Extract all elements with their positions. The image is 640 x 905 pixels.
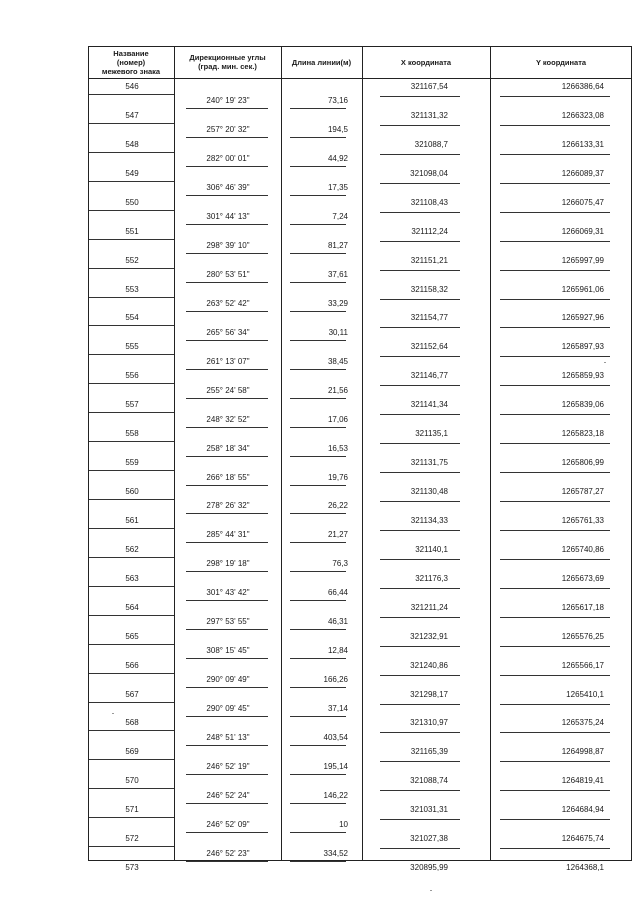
y-underline (500, 790, 610, 791)
x-coordinate: 321151,21 (410, 255, 448, 265)
point-name: 549 (125, 168, 139, 178)
angle-underline (186, 166, 268, 167)
angle-underline (186, 745, 268, 746)
y-underline (500, 617, 610, 618)
y-coordinate: 1265617,18 (561, 602, 604, 612)
row-rule (89, 644, 174, 645)
y-coordinate: 1265576,25 (561, 631, 604, 641)
x-coordinate: 321088,7 (414, 139, 448, 149)
x-coordinate: 321310,97 (410, 718, 448, 728)
direction-angle: 290° 09' 49" (206, 675, 250, 685)
line-length: 26,22 (327, 501, 348, 511)
x-underline (380, 848, 460, 849)
line-length: 30,11 (328, 327, 348, 337)
y-coordinate: 1264819,41 (561, 776, 604, 786)
point-name: 553 (125, 284, 139, 294)
header-x: X координата (400, 57, 452, 67)
point-name: 552 (125, 255, 139, 265)
x-coordinate: 321152,64 (410, 342, 448, 352)
header-name-line: межевого знака (101, 66, 161, 76)
row-rule (89, 94, 174, 95)
y-underline (500, 212, 610, 213)
row-rule (89, 846, 174, 847)
direction-angle: 263° 52' 42" (206, 298, 250, 308)
header-y: Y координата (535, 57, 587, 67)
y-coordinate: 1265673,69 (561, 573, 604, 583)
x-coordinate: 321298,17 (410, 689, 448, 699)
header-length: Длина линии(м) (291, 57, 352, 67)
point-name: 564 (125, 602, 139, 612)
line-length: 76,3 (332, 559, 348, 569)
direction-angle: 308° 15' 45" (206, 646, 250, 656)
line-length: 17,06 (327, 414, 348, 424)
y-underline (500, 559, 610, 560)
row-rule (89, 615, 174, 616)
y-underline (500, 443, 610, 444)
length-underline (290, 832, 346, 833)
angle-underline (186, 224, 268, 225)
row-rule (89, 470, 174, 471)
direction-angle: 306° 46' 39" (206, 183, 250, 193)
direction-angle: 248° 32' 52" (206, 414, 250, 424)
line-length: 12,84 (327, 646, 348, 656)
y-coordinate: 1266323,08 (561, 110, 604, 120)
y-underline (500, 501, 610, 502)
y-underline (500, 154, 610, 155)
scan-speck (430, 890, 432, 891)
y-underline (500, 819, 610, 820)
direction-angle: 246° 52' 23" (206, 848, 250, 858)
x-coordinate: 321232,91 (410, 631, 448, 641)
point-name: 569 (125, 747, 139, 757)
row-rule (89, 297, 174, 298)
angle-underline (186, 137, 268, 138)
length-underline (290, 253, 346, 254)
direction-angle: 285° 44' 31" (206, 530, 250, 540)
length-underline (290, 571, 346, 572)
direction-angle: 261° 13' 07" (206, 356, 250, 366)
x-coordinate: 321141,34 (410, 400, 448, 410)
length-underline (290, 398, 346, 399)
x-coordinate: 321134,33 (410, 515, 448, 525)
x-underline (380, 241, 460, 242)
point-name: 561 (125, 515, 139, 525)
y-underline (500, 704, 610, 705)
y-underline (500, 414, 610, 415)
row-rule (89, 268, 174, 269)
line-length: 38,45 (327, 356, 348, 366)
point-name: 566 (125, 660, 139, 670)
y-underline (500, 761, 610, 762)
x-coordinate: 321031,31 (410, 805, 448, 815)
y-coordinate: 1265375,24 (561, 718, 604, 728)
direction-angle: 246° 52' 19" (206, 761, 250, 771)
point-name: 562 (125, 544, 139, 554)
length-underline (290, 745, 346, 746)
point-name: 547 (125, 110, 139, 120)
length-underline (290, 861, 346, 862)
x-coordinate: 321211,24 (410, 602, 448, 612)
row-rule (89, 152, 174, 153)
y-coordinate: 1265961,06 (561, 284, 604, 294)
x-underline (380, 617, 460, 618)
angle-underline (186, 571, 268, 572)
point-name: 565 (125, 631, 139, 641)
y-underline (500, 241, 610, 242)
point-name: 554 (125, 313, 139, 323)
x-underline (380, 704, 460, 705)
line-length: 21,56 (327, 385, 348, 395)
line-length: 166,26 (323, 675, 348, 685)
y-underline (500, 183, 610, 184)
y-coordinate: 1266386,64 (561, 82, 604, 91)
row-rule (89, 441, 174, 442)
point-name: 558 (125, 429, 139, 439)
angle-underline (186, 832, 268, 833)
x-coordinate: 321240,86 (410, 660, 448, 670)
y-underline (500, 96, 610, 97)
y-coordinate: 1264368,1 (566, 863, 604, 873)
direction-angle: 282° 00' 01" (206, 154, 250, 164)
x-coordinate: 321158,32 (410, 284, 448, 294)
length-underline (290, 629, 346, 630)
x-underline (380, 675, 460, 676)
point-name: 555 (125, 342, 139, 352)
y-underline (500, 356, 610, 357)
line-length: 21,27 (327, 530, 348, 540)
row-rule (89, 239, 174, 240)
x-underline (380, 96, 460, 97)
x-coordinate: 321146,77 (410, 371, 448, 381)
y-underline (500, 675, 610, 676)
row-rule (89, 181, 174, 182)
length-underline (290, 427, 346, 428)
y-coordinate: 1264998,87 (561, 747, 604, 757)
length-underline (290, 803, 346, 804)
line-length: 66,44 (327, 588, 348, 598)
angle-underline (186, 456, 268, 457)
angle-underline (186, 398, 268, 399)
angle-underline (186, 629, 268, 630)
direction-angle: 246° 52' 24" (206, 790, 250, 800)
y-underline (500, 125, 610, 126)
line-length: 33,29 (327, 298, 348, 308)
y-underline (500, 588, 610, 589)
x-coordinate: 321154,77 (410, 313, 448, 323)
angle-underline (186, 803, 268, 804)
point-name: 570 (125, 776, 139, 786)
row-rule (89, 210, 174, 211)
row-rule (89, 557, 174, 558)
y-coordinate: 1266089,37 (561, 168, 604, 178)
x-underline (380, 790, 460, 791)
point-name: 560 (125, 487, 139, 497)
line-length: 194,5 (327, 125, 348, 135)
line-length: 403,54 (323, 732, 348, 742)
row-rule (89, 788, 174, 789)
y-coordinate: 1265997,99 (561, 255, 604, 265)
point-name: 557 (125, 400, 139, 410)
scan-speck (112, 713, 114, 714)
y-coordinate: 1265859,93 (561, 371, 604, 381)
row-rule (89, 730, 174, 731)
angle-underline (186, 369, 268, 370)
direction-angle: 246° 52' 09" (206, 819, 250, 829)
length-underline (290, 137, 346, 138)
line-length: 81,27 (327, 241, 348, 251)
y-underline (500, 848, 610, 849)
x-underline (380, 646, 460, 647)
point-name: 551 (125, 226, 139, 236)
direction-angle: 290° 09' 45" (206, 703, 250, 713)
y-coordinate: 1265839,06 (561, 400, 604, 410)
point-name: 571 (125, 805, 139, 815)
point-name: 572 (125, 834, 139, 844)
angle-underline (186, 513, 268, 514)
point-name: 548 (125, 139, 139, 149)
x-underline (380, 385, 460, 386)
y-underline (500, 646, 610, 647)
x-underline (380, 212, 460, 213)
header-angle-line: (град. мин. сек.) (198, 62, 257, 71)
line-length: 16,53 (327, 443, 348, 453)
point-name: 563 (125, 573, 139, 583)
y-underline (500, 472, 610, 473)
x-coordinate: 321088,74 (410, 776, 448, 786)
x-coordinate: 320895,99 (410, 863, 448, 873)
angle-underline (186, 108, 268, 109)
direction-angle: 280° 53' 51" (206, 270, 250, 280)
x-underline (380, 125, 460, 126)
row-rule (89, 702, 174, 703)
length-underline (290, 369, 346, 370)
point-name: 567 (125, 689, 139, 699)
angle-underline (186, 311, 268, 312)
direction-angle: 278° 26' 32" (206, 501, 250, 511)
length-underline (290, 456, 346, 457)
length-underline (290, 687, 346, 688)
row-rule (89, 499, 174, 500)
x-coordinate: 321131,75 (410, 458, 448, 468)
y-underline (500, 732, 610, 733)
x-underline (380, 270, 460, 271)
line-length: 44,92 (327, 154, 348, 164)
header-angle-line: Дирекционные углы (189, 53, 266, 62)
angle-underline (186, 485, 268, 486)
y-underline (500, 530, 610, 531)
direction-angle: 265° 56' 34" (206, 327, 250, 337)
y-coordinate: 1266069,31 (561, 226, 604, 236)
row-rule (89, 383, 174, 384)
x-coordinate: 321131,32 (410, 110, 448, 120)
direction-angle: 266° 18' 55" (206, 472, 250, 482)
line-length: 19,76 (327, 472, 348, 482)
length-underline (290, 658, 346, 659)
y-coordinate: 1266075,47 (561, 197, 604, 207)
x-underline (380, 472, 460, 473)
line-length: 7,24 (332, 212, 348, 222)
y-coordinate: 1264675,74 (561, 834, 604, 844)
direction-angle: 255° 24' 58" (206, 385, 250, 395)
x-underline (380, 761, 460, 762)
x-underline (380, 327, 460, 328)
line-length: 73,16 (327, 96, 348, 106)
y-coordinate: 1265761,33 (561, 515, 604, 525)
angle-underline (186, 195, 268, 196)
row-rule (89, 412, 174, 413)
x-coordinate: 321108,43 (410, 197, 448, 207)
x-underline (380, 559, 460, 560)
y-underline (500, 327, 610, 328)
angle-underline (186, 427, 268, 428)
length-underline (290, 224, 346, 225)
angle-underline (186, 716, 268, 717)
row-rule (89, 325, 174, 326)
direction-angle: 298° 19' 18" (206, 559, 250, 569)
line-length: 46,31 (327, 617, 348, 627)
x-underline (380, 356, 460, 357)
length-underline (290, 340, 346, 341)
line-length: 37,61 (327, 270, 348, 280)
line-length: 17,35 (327, 183, 348, 193)
x-coordinate: 321130,48 (410, 487, 448, 497)
point-name: 568 (125, 718, 139, 728)
x-underline (380, 732, 460, 733)
x-coordinate: 321135,1 (415, 429, 448, 439)
length-underline (290, 716, 346, 717)
row-rule (89, 759, 174, 760)
line-length: 37,14 (327, 703, 348, 713)
y-coordinate: 1265410,1 (566, 689, 604, 699)
angle-underline (186, 542, 268, 543)
x-underline (380, 183, 460, 184)
y-coordinate: 1264684,94 (561, 805, 604, 815)
header-name-line: Название (113, 48, 149, 58)
direction-angle: 301° 43' 42" (206, 588, 250, 598)
point-name: 550 (125, 197, 139, 207)
x-underline (380, 154, 460, 155)
line-length: 334,52 (323, 848, 348, 858)
line-length: 195,14 (323, 761, 348, 771)
x-coordinate: 321140,1 (415, 544, 448, 554)
direction-angle: 297° 53' 55" (206, 617, 250, 627)
direction-angle: 258° 18' 34" (206, 443, 250, 453)
direction-angle: 257° 20' 32" (206, 125, 250, 135)
scan-speck (604, 362, 606, 363)
y-underline (500, 385, 610, 386)
x-coordinate: 321165,39 (410, 747, 448, 757)
y-coordinate: 1265787,27 (561, 487, 604, 497)
row-rule (89, 586, 174, 587)
angle-underline (186, 253, 268, 254)
y-coordinate: 1265927,96 (561, 313, 604, 323)
y-coordinate: 1265897,93 (561, 342, 604, 352)
x-underline (380, 588, 460, 589)
length-underline (290, 108, 346, 109)
y-coordinate: 1265823,18 (561, 429, 604, 439)
x-coordinate: 321098,04 (410, 168, 448, 178)
row-rule (89, 354, 174, 355)
length-underline (290, 485, 346, 486)
point-name: 559 (125, 458, 139, 468)
row-rule (89, 673, 174, 674)
x-underline (380, 501, 460, 502)
x-underline (380, 414, 460, 415)
y-underline (500, 270, 610, 271)
length-underline (290, 542, 346, 543)
y-coordinate: 1265740,86 (561, 544, 604, 554)
direction-angle: 298° 39' 10" (206, 241, 250, 251)
line-length: 146,22 (323, 790, 348, 800)
length-underline (290, 774, 346, 775)
x-underline (380, 299, 460, 300)
angle-underline (186, 340, 268, 341)
angle-underline (186, 658, 268, 659)
angle-underline (186, 861, 268, 862)
x-coordinate: 321167,54 (410, 82, 448, 91)
y-underline (500, 299, 610, 300)
x-coordinate: 321176,3 (415, 573, 448, 583)
point-name: 546 (125, 82, 139, 91)
x-underline (380, 819, 460, 820)
row-rule (89, 817, 174, 818)
length-underline (290, 282, 346, 283)
direction-angle: 248° 51' 13" (206, 732, 250, 742)
angle-underline (186, 774, 268, 775)
y-coordinate: 1265566,17 (561, 660, 604, 670)
length-underline (290, 513, 346, 514)
direction-angle: 240° 19' 23" (206, 96, 250, 106)
row-rule (89, 123, 174, 124)
y-coordinate: 1266133,31 (561, 139, 604, 149)
point-name: 556 (125, 371, 139, 381)
angle-underline (186, 282, 268, 283)
x-coordinate: 321112,24 (411, 226, 448, 236)
length-underline (290, 600, 346, 601)
x-coordinate: 321027,38 (410, 834, 448, 844)
length-underline (290, 195, 346, 196)
x-underline (380, 530, 460, 531)
direction-angle: 301° 44' 13" (206, 212, 250, 222)
angle-underline (186, 687, 268, 688)
x-underline (380, 443, 460, 444)
y-coordinate: 1265806,99 (561, 458, 604, 468)
length-underline (290, 311, 346, 312)
line-length: 10 (339, 819, 348, 829)
row-rule (89, 528, 174, 529)
length-underline (290, 166, 346, 167)
angle-underline (186, 600, 268, 601)
point-name: 573 (125, 863, 139, 873)
header-name-line: (номер) (116, 57, 146, 67)
